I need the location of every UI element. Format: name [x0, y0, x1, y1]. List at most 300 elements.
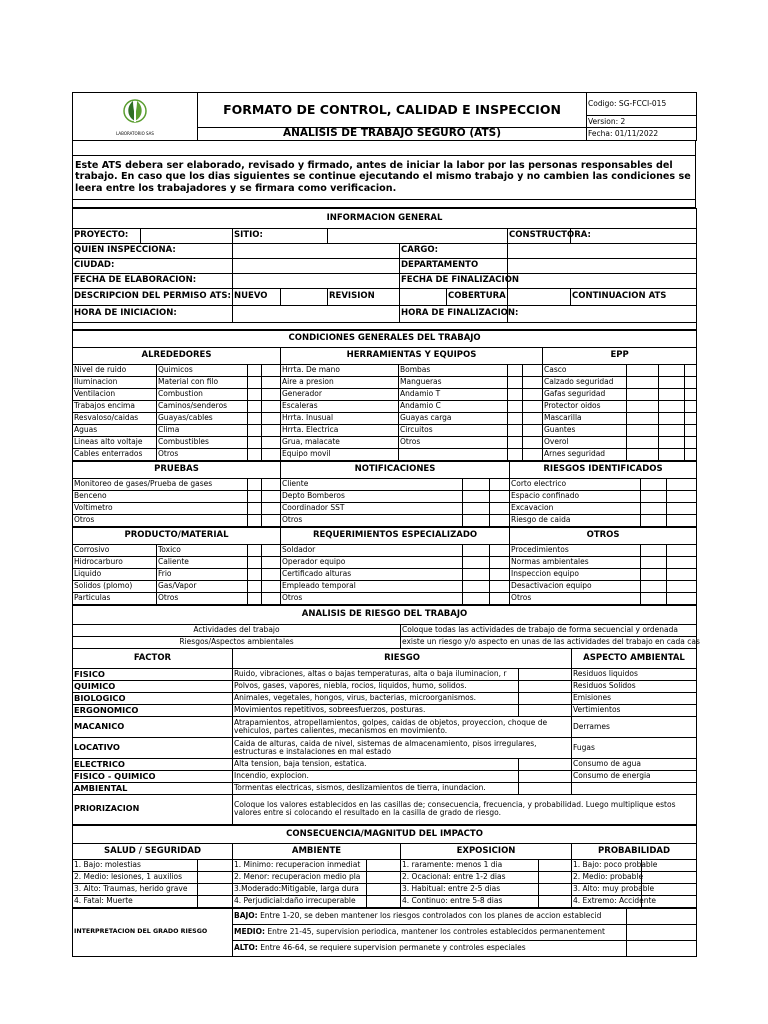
- info-general: [72, 208, 697, 330]
- epp-item: Gafas seguridad: [543, 388, 627, 400]
- salud-item: 1. Bajo: molestias: [73, 859, 198, 871]
- requerimiento-item: Otros: [281, 592, 463, 604]
- check-box[interactable]: [490, 544, 510, 556]
- check-box[interactable]: [248, 490, 262, 502]
- riesgo-row: [73, 704, 697, 716]
- departamento-label: DEPARTAMENTO: [400, 258, 508, 273]
- alrededores-item: Resvaloso/caidas: [73, 412, 157, 424]
- producto-row: [73, 568, 697, 580]
- check-box[interactable]: [627, 424, 659, 436]
- prueba-item: Monitoreo de gases/Prueba de gases: [73, 478, 248, 490]
- check-box[interactable]: [490, 478, 510, 490]
- alrededores-item: Combustibles: [157, 436, 248, 448]
- check-box[interactable]: [490, 568, 510, 580]
- proyecto-label: PROYECTO:: [73, 228, 141, 243]
- actividades-label: Actividades del trabajo: [73, 624, 401, 636]
- check-box[interactable]: [248, 412, 262, 424]
- check-box[interactable]: [508, 448, 523, 460]
- notificacion-item: Depto Bomberos: [281, 490, 463, 502]
- continuacion-label: CONTINUACION ATS: [571, 288, 697, 305]
- check-box[interactable]: [523, 364, 543, 376]
- check-box[interactable]: [262, 568, 281, 580]
- riesgo-item: Movimientos repetitivos, sobreesfuerzos, posturas.: [233, 704, 519, 716]
- check-box[interactable]: [463, 592, 490, 604]
- check-box[interactable]: [627, 448, 659, 460]
- check-box[interactable]: [685, 388, 697, 400]
- check-box[interactable]: [667, 544, 697, 556]
- check-box[interactable]: [248, 502, 262, 514]
- alto-row: [233, 940, 627, 956]
- check-box[interactable]: [667, 502, 697, 514]
- producto-row: [73, 544, 697, 556]
- value-box[interactable]: [367, 871, 401, 883]
- medio-label: MEDIO:: [234, 927, 265, 937]
- nuevo-label: NUEVO: [233, 288, 281, 305]
- check-box[interactable]: [248, 568, 262, 580]
- check-box[interactable]: [262, 478, 281, 490]
- condiciones-row: [73, 388, 697, 400]
- check-box[interactable]: [490, 502, 510, 514]
- check-box[interactable]: [523, 400, 543, 412]
- riesgo-extra[interactable]: [519, 770, 572, 782]
- medio-row: [233, 924, 627, 940]
- consecuencia-rows: [73, 859, 697, 907]
- condiciones-row: [73, 448, 697, 460]
- alrededores-header: ALREDEDORES: [73, 347, 281, 364]
- fecha-finalizacion-field[interactable]: [508, 273, 697, 288]
- riesgo-rows: [73, 668, 697, 794]
- check-box[interactable]: [641, 478, 667, 490]
- check-box[interactable]: [659, 400, 685, 412]
- factor-item: LOCATIVO: [73, 737, 233, 758]
- priorizacion-label: PRIORIZACION: [73, 794, 233, 824]
- riesgo-extra[interactable]: [519, 680, 572, 692]
- check-box[interactable]: [508, 388, 523, 400]
- ambiente-item: 4. Perjudicial:daño irrecuperable: [233, 895, 367, 907]
- otros-header: OTROS: [510, 527, 697, 544]
- pruebas-row: [73, 490, 697, 502]
- epp-item: Guantes: [543, 424, 627, 436]
- riesgo-item: Tormentas electricas, sismos, deslizamientos de tierra, inundacion.: [233, 782, 519, 794]
- ambiente-item: 3.Moderado:Mitigable, larga dura: [233, 883, 367, 895]
- check-box[interactable]: [262, 400, 281, 412]
- check-box[interactable]: [262, 388, 281, 400]
- herramienta-item: Hrrta. Inusual: [281, 412, 399, 424]
- check-box[interactable]: [508, 400, 523, 412]
- probabilidad-item: 1. Bajo: poco probable: [573, 860, 658, 870]
- value-box[interactable]: [539, 871, 572, 883]
- notificaciones-header: NOTIFICACIONES: [281, 461, 510, 478]
- check-box[interactable]: [685, 400, 697, 412]
- check-box[interactable]: [248, 388, 262, 400]
- priorizacion-desc: Coloque los valores establecidos en las casillas de; consecuencia, frecuencia, y probabilidad. Luego multiplique estos valores entre si colocando el resultado en la casilla de grado de riesgo.: [233, 794, 697, 824]
- epp-item: Calzado seguridad: [543, 376, 627, 388]
- form-header: [72, 92, 697, 141]
- producto-item: Corrosivo: [73, 544, 157, 556]
- riesgo-item: Ruido, vibraciones, altas o bajas temperaturas, alta o baja iluminacion, r: [233, 668, 519, 680]
- interpretacion-section: [72, 908, 697, 957]
- check-box[interactable]: [627, 400, 659, 412]
- revision-checkbox[interactable]: [400, 288, 447, 305]
- value-box[interactable]: [642, 871, 697, 883]
- medio-text: Entre 21-45, supervision periodica, mantener los controles establecidos permanentement: [264, 927, 605, 937]
- requerimiento-item: Soldador: [281, 544, 463, 556]
- check-box[interactable]: [641, 568, 667, 580]
- salud-item: 2. Medio: lesiones, 1 auxilios: [73, 871, 198, 883]
- herramientas-header: HERRAMIENTAS Y EQUIPOS: [281, 347, 543, 364]
- salud-header: SALUD / SEGURIDAD: [73, 843, 233, 859]
- alrededores-item: Material con filo: [157, 376, 248, 388]
- check-box[interactable]: [262, 592, 281, 604]
- producto-item: Toxico: [157, 544, 248, 556]
- check-box[interactable]: [523, 388, 543, 400]
- check-box[interactable]: [248, 556, 262, 568]
- check-box[interactable]: [248, 364, 262, 376]
- check-box[interactable]: [248, 544, 262, 556]
- prueba-item: Voltimetro: [73, 502, 248, 514]
- check-box[interactable]: [667, 592, 697, 604]
- producto-item: Hidrocarburo: [73, 556, 157, 568]
- check-box[interactable]: [490, 490, 510, 502]
- check-box[interactable]: [248, 514, 262, 526]
- check-box[interactable]: [262, 502, 281, 514]
- herramienta-item: Andamio T: [399, 388, 508, 400]
- alrededores-item: Iluminacion: [73, 376, 157, 388]
- check-box[interactable]: [659, 376, 685, 388]
- check-box[interactable]: [490, 556, 510, 568]
- ciudad-field[interactable]: [233, 258, 400, 273]
- check-box[interactable]: [641, 592, 667, 604]
- probabilidad-item: 4. Extremo: Accidente: [573, 896, 657, 906]
- producto-rows: [73, 544, 697, 604]
- hora-finalizacion-field[interactable]: [508, 305, 697, 322]
- riesgos-desc: existe un riesgo y/o aspecto en unas de las actividades del trabajo en cada cas: [402, 637, 700, 647]
- check-box[interactable]: [641, 556, 667, 568]
- sitio-field[interactable]: [328, 228, 508, 243]
- check-box[interactable]: [262, 364, 281, 376]
- riesgo-row: [73, 716, 697, 737]
- check-box[interactable]: [627, 388, 659, 400]
- exposicion-header: EXPOSICION: [401, 843, 572, 859]
- check-box[interactable]: [490, 514, 510, 526]
- producto-section: [72, 527, 697, 605]
- pruebas-row: [73, 514, 697, 526]
- riesgo-extra[interactable]: [519, 668, 572, 680]
- condiciones-title: CONDICIONES GENERALES DEL TRABAJO: [73, 330, 697, 347]
- aspecto-item: Residuos Solidos: [572, 680, 697, 692]
- check-box[interactable]: [262, 490, 281, 502]
- check-box[interactable]: [641, 502, 667, 514]
- alto-label: ALTO:: [234, 943, 258, 953]
- consecuencia-title: CONSECUENCIA/MAGNITUD DEL IMPACTO: [73, 825, 697, 843]
- check-box[interactable]: [523, 412, 543, 424]
- alto-text: Entre 46-64, se requiere supervision permanete y controles especiales: [257, 943, 526, 953]
- riesgo-identificado-item: Corto electrico: [510, 478, 641, 490]
- check-box[interactable]: [685, 424, 697, 436]
- herramienta-item: Otros: [399, 436, 508, 448]
- alrededores-item: Caminos/senderos: [157, 400, 248, 412]
- factor-item: FISICO: [73, 668, 233, 680]
- cobertura-checkbox[interactable]: [508, 288, 571, 305]
- check-box[interactable]: [508, 412, 523, 424]
- herramienta-item: Circuitos: [399, 424, 508, 436]
- departamento-field[interactable]: [508, 258, 697, 273]
- ats-form: [72, 92, 700, 957]
- riesgo-extra[interactable]: [519, 758, 572, 770]
- check-box[interactable]: [659, 436, 685, 448]
- check-box[interactable]: [262, 556, 281, 568]
- check-box[interactable]: [659, 448, 685, 460]
- check-box[interactable]: [508, 364, 523, 376]
- company-logo: [73, 93, 198, 141]
- riesgo-row: [73, 758, 697, 770]
- check-box[interactable]: [262, 514, 281, 526]
- fecha-elaboracion-label: FECHA DE ELABORACION:: [73, 273, 233, 288]
- producto-item: Otros: [157, 592, 248, 604]
- value-box[interactable]: [198, 871, 233, 883]
- riesgo-item: Atrapamientos, atropellamientos, golpes, caidas de objetos, proyeccion, choque de vehiculos, partes calientes, mecanismos en movimiento.: [233, 716, 572, 737]
- check-box[interactable]: [508, 424, 523, 436]
- check-box[interactable]: [248, 478, 262, 490]
- check-box[interactable]: [667, 556, 697, 568]
- constructora-label: CONSTRUCTORA:: [508, 228, 571, 243]
- check-box[interactable]: [685, 412, 697, 424]
- value-box[interactable]: [367, 895, 401, 907]
- cargo-label: CARGO:: [400, 243, 508, 258]
- check-box[interactable]: [262, 412, 281, 424]
- check-box[interactable]: [508, 436, 523, 448]
- check-box[interactable]: [667, 478, 697, 490]
- check-box[interactable]: [463, 478, 490, 490]
- check-box[interactable]: [262, 580, 281, 592]
- consecuencia-section: [72, 825, 697, 908]
- epp-item: Mascarilla: [543, 412, 627, 424]
- requerimiento-item: Operador equipo: [281, 556, 463, 568]
- check-box[interactable]: [659, 424, 685, 436]
- check-box[interactable]: [523, 448, 543, 460]
- check-box[interactable]: [641, 580, 667, 592]
- value-box[interactable]: [539, 883, 572, 895]
- check-box[interactable]: [248, 592, 262, 604]
- epp-item: Overol: [543, 436, 627, 448]
- check-box[interactable]: [667, 568, 697, 580]
- check-box[interactable]: [490, 592, 510, 604]
- check-box[interactable]: [627, 436, 659, 448]
- check-box[interactable]: [248, 424, 262, 436]
- check-box[interactable]: [248, 448, 262, 460]
- otros-item: Procedimientos: [510, 544, 641, 556]
- factor-item: BIOLOGICO: [73, 692, 233, 704]
- leaf-logo-icon: [115, 97, 155, 131]
- check-box[interactable]: [659, 412, 685, 424]
- cargo-field[interactable]: [508, 243, 697, 258]
- pruebas-row: [73, 478, 697, 490]
- consecuencia-row: [73, 859, 697, 871]
- check-box[interactable]: [463, 568, 490, 580]
- hora-finalizacion-label: HORA DE FINALIZACION:: [400, 305, 508, 322]
- check-box[interactable]: [641, 490, 667, 502]
- check-box[interactable]: [262, 376, 281, 388]
- epp-item: Arnes seguridad: [543, 448, 627, 460]
- notificacion-item: Coordinador SST: [281, 502, 463, 514]
- quien-field[interactable]: [233, 243, 400, 258]
- alto-value[interactable]: [627, 940, 697, 956]
- producto-item: Caliente: [157, 556, 248, 568]
- value-box[interactable]: [367, 883, 401, 895]
- check-box[interactable]: [463, 556, 490, 568]
- fecha-finalizacion-label: FECHA DE FINALIZACION: [400, 273, 508, 288]
- value-box[interactable]: [367, 859, 401, 871]
- aspecto-item: Derrames: [572, 716, 697, 737]
- herramienta-item: Hrrta. De mano: [281, 364, 399, 376]
- notificacion-item: Otros: [281, 514, 463, 526]
- check-box[interactable]: [523, 424, 543, 436]
- producto-header: PRODUCTO/MATERIAL: [73, 527, 281, 544]
- pruebas-header: PRUEBAS: [73, 461, 281, 478]
- condiciones-row: [73, 364, 697, 376]
- check-box[interactable]: [262, 424, 281, 436]
- alrededores-item: Guayas/cables: [157, 412, 248, 424]
- check-box[interactable]: [463, 490, 490, 502]
- herramienta-item: Escaleras: [281, 400, 399, 412]
- check-box[interactable]: [463, 502, 490, 514]
- check-box[interactable]: [248, 400, 262, 412]
- ciudad-label: CIUDAD:: [73, 258, 233, 273]
- check-box[interactable]: [262, 544, 281, 556]
- check-box[interactable]: [248, 376, 262, 388]
- epp-item: Protector oidos: [543, 400, 627, 412]
- factor-item: MACANICO: [73, 716, 233, 737]
- check-box[interactable]: [523, 376, 543, 388]
- riesgo-item: Alta tension, baja tension, estatica.: [233, 758, 519, 770]
- medio-value[interactable]: [627, 924, 697, 940]
- requerimiento-item: Certificado alturas: [281, 568, 463, 580]
- hora-iniciacion-field[interactable]: [233, 305, 400, 322]
- aspecto-item: Consumo de agua: [572, 758, 697, 770]
- condiciones-row: [73, 412, 697, 424]
- check-box[interactable]: [667, 490, 697, 502]
- value-box[interactable]: [198, 883, 233, 895]
- check-box[interactable]: [685, 364, 697, 376]
- herramienta-item: Andamio C: [399, 400, 508, 412]
- bajo-value[interactable]: [627, 908, 697, 924]
- riesgo-row: [73, 737, 697, 758]
- codigo: Codigo: SG-FCCI-015: [587, 93, 697, 116]
- value-box[interactable]: [539, 895, 572, 907]
- otros-item: Otros: [510, 592, 641, 604]
- herramienta-item: Grua, malacate: [281, 436, 399, 448]
- producto-row: [73, 592, 697, 604]
- riesgo-row: [73, 770, 697, 782]
- exposicion-item: 1. raramente: menos 1 dia: [401, 859, 539, 871]
- riesgo-item: Animales, vegetales, hongos, virus, bacterias, microorganismos.: [233, 692, 519, 704]
- bajo-row: [233, 908, 627, 924]
- alrededores-item: Lineas alto voltaje: [73, 436, 157, 448]
- nuevo-checkbox[interactable]: [281, 288, 328, 305]
- alrededores-item: Quimicos: [157, 364, 248, 376]
- alrededores-item: Otros: [157, 448, 248, 460]
- herramienta-item: Bombas: [399, 364, 508, 376]
- aspecto-item: [572, 782, 697, 794]
- producto-row: [73, 580, 697, 592]
- condiciones-row: [73, 376, 697, 388]
- check-box[interactable]: [262, 436, 281, 448]
- riesgos-identificados-header: RIESGOS IDENTIFICADOS: [510, 461, 697, 478]
- producto-item: Solidos (plomo): [73, 580, 157, 592]
- condiciones-section: [72, 330, 697, 461]
- herramienta-item: Hrrta. Electrica: [281, 424, 399, 436]
- pruebas-rows: [73, 478, 697, 526]
- herramienta-item: Guayas carga: [399, 412, 508, 424]
- cobertura-label: COBERTURA: [447, 288, 508, 305]
- aspecto-item: Emisiones: [572, 692, 697, 704]
- check-box[interactable]: [262, 448, 281, 460]
- check-box[interactable]: [667, 580, 697, 592]
- probabilidad-item: 2. Medio: probable: [573, 872, 644, 882]
- riesgo-extra[interactable]: [519, 782, 572, 794]
- check-box[interactable]: [463, 544, 490, 556]
- factor-item: ELECTRICO: [73, 758, 233, 770]
- check-box[interactable]: [627, 376, 659, 388]
- salud-item: 3. Alto: Traumas, herido grave: [73, 883, 198, 895]
- check-box[interactable]: [685, 436, 697, 448]
- riesgo-extra[interactable]: [519, 704, 572, 716]
- alrededores-item: Nivel de ruido: [73, 364, 157, 376]
- consecuencia-row: [73, 871, 697, 883]
- check-box[interactable]: [659, 364, 685, 376]
- value-box[interactable]: [198, 859, 233, 871]
- pruebas-section: [72, 461, 697, 527]
- herramienta-item: Aire a presion: [281, 376, 399, 388]
- epp-item: Casco: [543, 364, 627, 376]
- intro-section: [72, 141, 696, 208]
- riesgo-extra[interactable]: [519, 692, 572, 704]
- check-box[interactable]: [490, 580, 510, 592]
- proyecto-field[interactable]: [141, 228, 233, 243]
- check-box[interactable]: [463, 580, 490, 592]
- analisis-title: ANALISIS DE RIESGO DEL TRABAJO: [73, 605, 697, 624]
- check-box[interactable]: [685, 448, 697, 460]
- check-box[interactable]: [463, 514, 490, 526]
- alrededores-item: Combustion: [157, 388, 248, 400]
- check-box[interactable]: [248, 436, 262, 448]
- check-box[interactable]: [523, 436, 543, 448]
- check-box[interactable]: [508, 376, 523, 388]
- check-box[interactable]: [641, 514, 667, 526]
- check-box[interactable]: [641, 544, 667, 556]
- check-box[interactable]: [667, 514, 697, 526]
- producto-item: Gas/Vapor: [157, 580, 248, 592]
- producto-item: Liquido: [73, 568, 157, 580]
- fecha-elaboracion-field[interactable]: [233, 273, 400, 288]
- exposicion-item: 2. Ocacional: entre 1-2 dias: [401, 871, 539, 883]
- check-box[interactable]: [659, 388, 685, 400]
- condiciones-row: [73, 424, 697, 436]
- riesgo-identificado-item: Excavacion: [510, 502, 641, 514]
- alrededores-item: Ventilacion: [73, 388, 157, 400]
- check-box[interactable]: [685, 376, 697, 388]
- riesgo-row: [73, 782, 697, 794]
- alrededores-item: Trabajos encima: [73, 400, 157, 412]
- exposicion-item: 4. Continuo: entre 5-8 dias: [401, 895, 539, 907]
- prueba-item: Benceno: [73, 490, 248, 502]
- check-box[interactable]: [248, 580, 262, 592]
- value-box[interactable]: [198, 895, 233, 907]
- value-box[interactable]: [539, 859, 572, 871]
- aspecto-header: ASPECTO AMBIENTAL: [572, 648, 697, 668]
- check-box[interactable]: [627, 364, 659, 376]
- check-box[interactable]: [627, 412, 659, 424]
